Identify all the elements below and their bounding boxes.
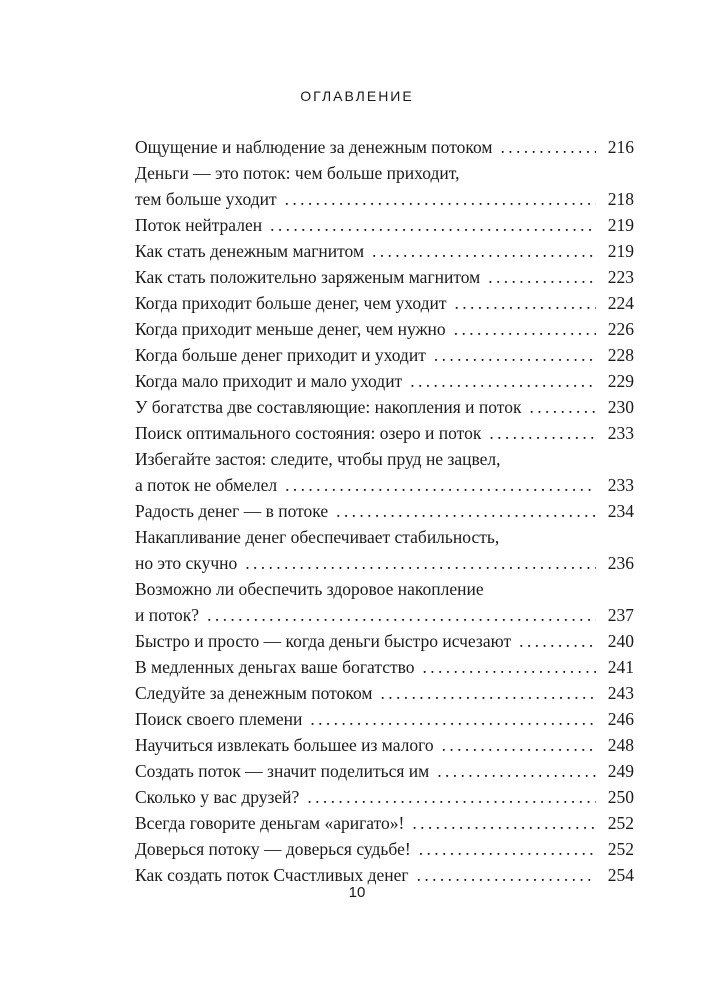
toc-entry-page: 229: [607, 371, 634, 391]
toc-entry-page: 230: [607, 397, 634, 417]
toc-entry[interactable]: [135, 212, 634, 238]
toc-entry-page: 240: [607, 631, 634, 651]
toc-entry-page: 241: [607, 657, 634, 677]
toc-entry[interactable]: [135, 784, 634, 810]
dot-leader: [307, 784, 596, 810]
toc-entry-title-line: Избегайте застоя: следите, чтобы пруд не зацвел,: [135, 449, 501, 469]
table-of-contents: [135, 134, 634, 888]
toc-entry[interactable]: [135, 238, 634, 264]
dot-leader: [336, 498, 596, 524]
toc-entry-page: 249: [607, 761, 634, 781]
page-title: ОГЛАВЛЕНИЕ: [300, 88, 414, 104]
dot-leader: [442, 732, 596, 758]
toc-entry-title-line: Деньги — это поток: чем больше приходит,: [135, 163, 460, 183]
toc-entry-title: но это скучно: [135, 553, 238, 573]
toc-entry[interactable]: [135, 732, 634, 758]
toc-entry-title: Радость денег — в потоке: [135, 501, 329, 521]
toc-entry[interactable]: [135, 160, 634, 212]
toc-entry-title: Поиск оптимального состояния: озеро и поток: [135, 423, 482, 443]
dot-leader: [285, 186, 596, 212]
toc-entry[interactable]: [135, 654, 634, 680]
toc-entry-page: 228: [607, 345, 634, 365]
toc-entry[interactable]: [135, 264, 634, 290]
dot-leader: [372, 238, 596, 264]
toc-entry-page: 219: [607, 215, 634, 235]
dot-leader: [423, 654, 597, 680]
toc-entry[interactable]: [135, 680, 634, 706]
dot-leader: [270, 212, 596, 238]
toc-entry-title: Ощущение и наблюдение за денежным потоком: [135, 137, 493, 157]
dot-leader: [454, 316, 596, 342]
toc-entry[interactable]: [135, 290, 634, 316]
toc-entry-title: Всегда говорите деньгам «аригато»!: [135, 813, 405, 833]
toc-entry-page: 218: [607, 189, 634, 209]
toc-entry[interactable]: [135, 836, 634, 862]
toc-entry-title: Когда мало приходит и мало уходит: [135, 371, 403, 391]
toc-entry-page: 224: [607, 293, 634, 313]
toc-entry-title: Когда больше денег приходит и уходит: [135, 345, 426, 365]
toc-entry[interactable]: [135, 316, 634, 342]
toc-entry-title: Научиться извлекать большее из малого: [135, 735, 434, 755]
dot-leader: [419, 836, 596, 862]
toc-entry-title: Как стать денежным магнитом: [135, 241, 365, 261]
dot-leader: [434, 342, 596, 368]
dot-leader: [380, 680, 596, 706]
toc-entry-page: 243: [607, 683, 634, 703]
toc-entry-page: 250: [607, 787, 634, 807]
toc-entry-page: 219: [607, 241, 634, 261]
toc-entry[interactable]: [135, 498, 634, 524]
toc-entry[interactable]: [135, 342, 634, 368]
dot-leader: [412, 810, 596, 836]
toc-entry-title: У богатства две составляющие: накопления и поток: [135, 397, 522, 417]
toc-entry-title: Поиск своего племени: [135, 709, 303, 729]
toc-entry-title: Создать поток — значит поделиться им: [135, 761, 430, 781]
toc-entry-title: и поток?: [135, 605, 200, 625]
toc-entry-page: 237: [607, 605, 634, 625]
toc-entry-page: 234: [607, 501, 634, 521]
toc-entry-page: 252: [607, 813, 634, 833]
toc-entry[interactable]: [135, 134, 634, 160]
toc-entry[interactable]: [135, 758, 634, 784]
toc-entry-title: Следуйте за денежным потоком: [135, 683, 373, 703]
dot-leader: [488, 264, 596, 290]
dot-leader: [529, 394, 596, 420]
dot-leader: [310, 706, 596, 732]
toc-entry-page: 233: [607, 423, 634, 443]
dot-leader: [489, 420, 596, 446]
toc-entry-page: 236: [607, 553, 634, 573]
toc-entry-page: 246: [607, 709, 634, 729]
toc-entry[interactable]: [135, 576, 634, 628]
dot-leader: [519, 628, 596, 654]
toc-entry-page: 248: [607, 735, 634, 755]
toc-entry-title: Сколько у вас друзей?: [135, 787, 300, 807]
toc-entry-title: Как стать положительно заряженым магнитом: [135, 267, 481, 287]
toc-entry[interactable]: [135, 420, 634, 446]
toc-entry-page: 254: [607, 865, 634, 885]
toc-entry[interactable]: [135, 524, 634, 576]
toc-entry-title: Когда приходит меньше денег, чем нужно: [135, 319, 446, 339]
toc-entry-title: Когда приходит больше денег, чем уходит: [135, 293, 447, 313]
toc-entry-title-line: Накапливание денег обеспечивает стабильность,: [135, 527, 500, 547]
page-number: 10: [348, 884, 366, 901]
toc-entry-page: 216: [607, 137, 634, 157]
dot-leader: [285, 472, 596, 498]
toc-entry-title: Как создать поток Счастливых денег: [135, 865, 409, 885]
toc-entry[interactable]: [135, 706, 634, 732]
toc-entry-title: Доверься потоку — доверься судьбе!: [135, 839, 411, 859]
toc-entry-title: а поток не обмелел: [135, 475, 278, 495]
toc-entry-title: тем больше уходит: [135, 189, 277, 209]
dot-leader: [455, 290, 596, 316]
toc-entry-title: Поток нейтрален: [135, 215, 263, 235]
dot-leader: [437, 758, 596, 784]
toc-entry-page: 223: [607, 267, 634, 287]
dot-leader: [245, 550, 596, 576]
toc-entry-page: 233: [607, 475, 634, 495]
toc-entry-page: 252: [607, 839, 634, 859]
toc-entry-page: 226: [607, 319, 634, 339]
toc-entry[interactable]: [135, 810, 634, 836]
toc-entry-title: В медленных деньгах ваше богатство: [135, 657, 415, 677]
toc-entry[interactable]: [135, 368, 634, 394]
toc-entry-title: Быстро и просто — когда деньги быстро исчезают: [135, 631, 512, 651]
toc-entry[interactable]: [135, 394, 634, 420]
dot-leader: [410, 368, 596, 394]
toc-entry-title-line: Возможно ли обеспечить здоровое накопление: [135, 579, 484, 599]
toc-entry[interactable]: [135, 628, 634, 654]
dot-leader: [500, 134, 596, 160]
dot-leader: [207, 602, 596, 628]
toc-entry[interactable]: [135, 446, 634, 498]
